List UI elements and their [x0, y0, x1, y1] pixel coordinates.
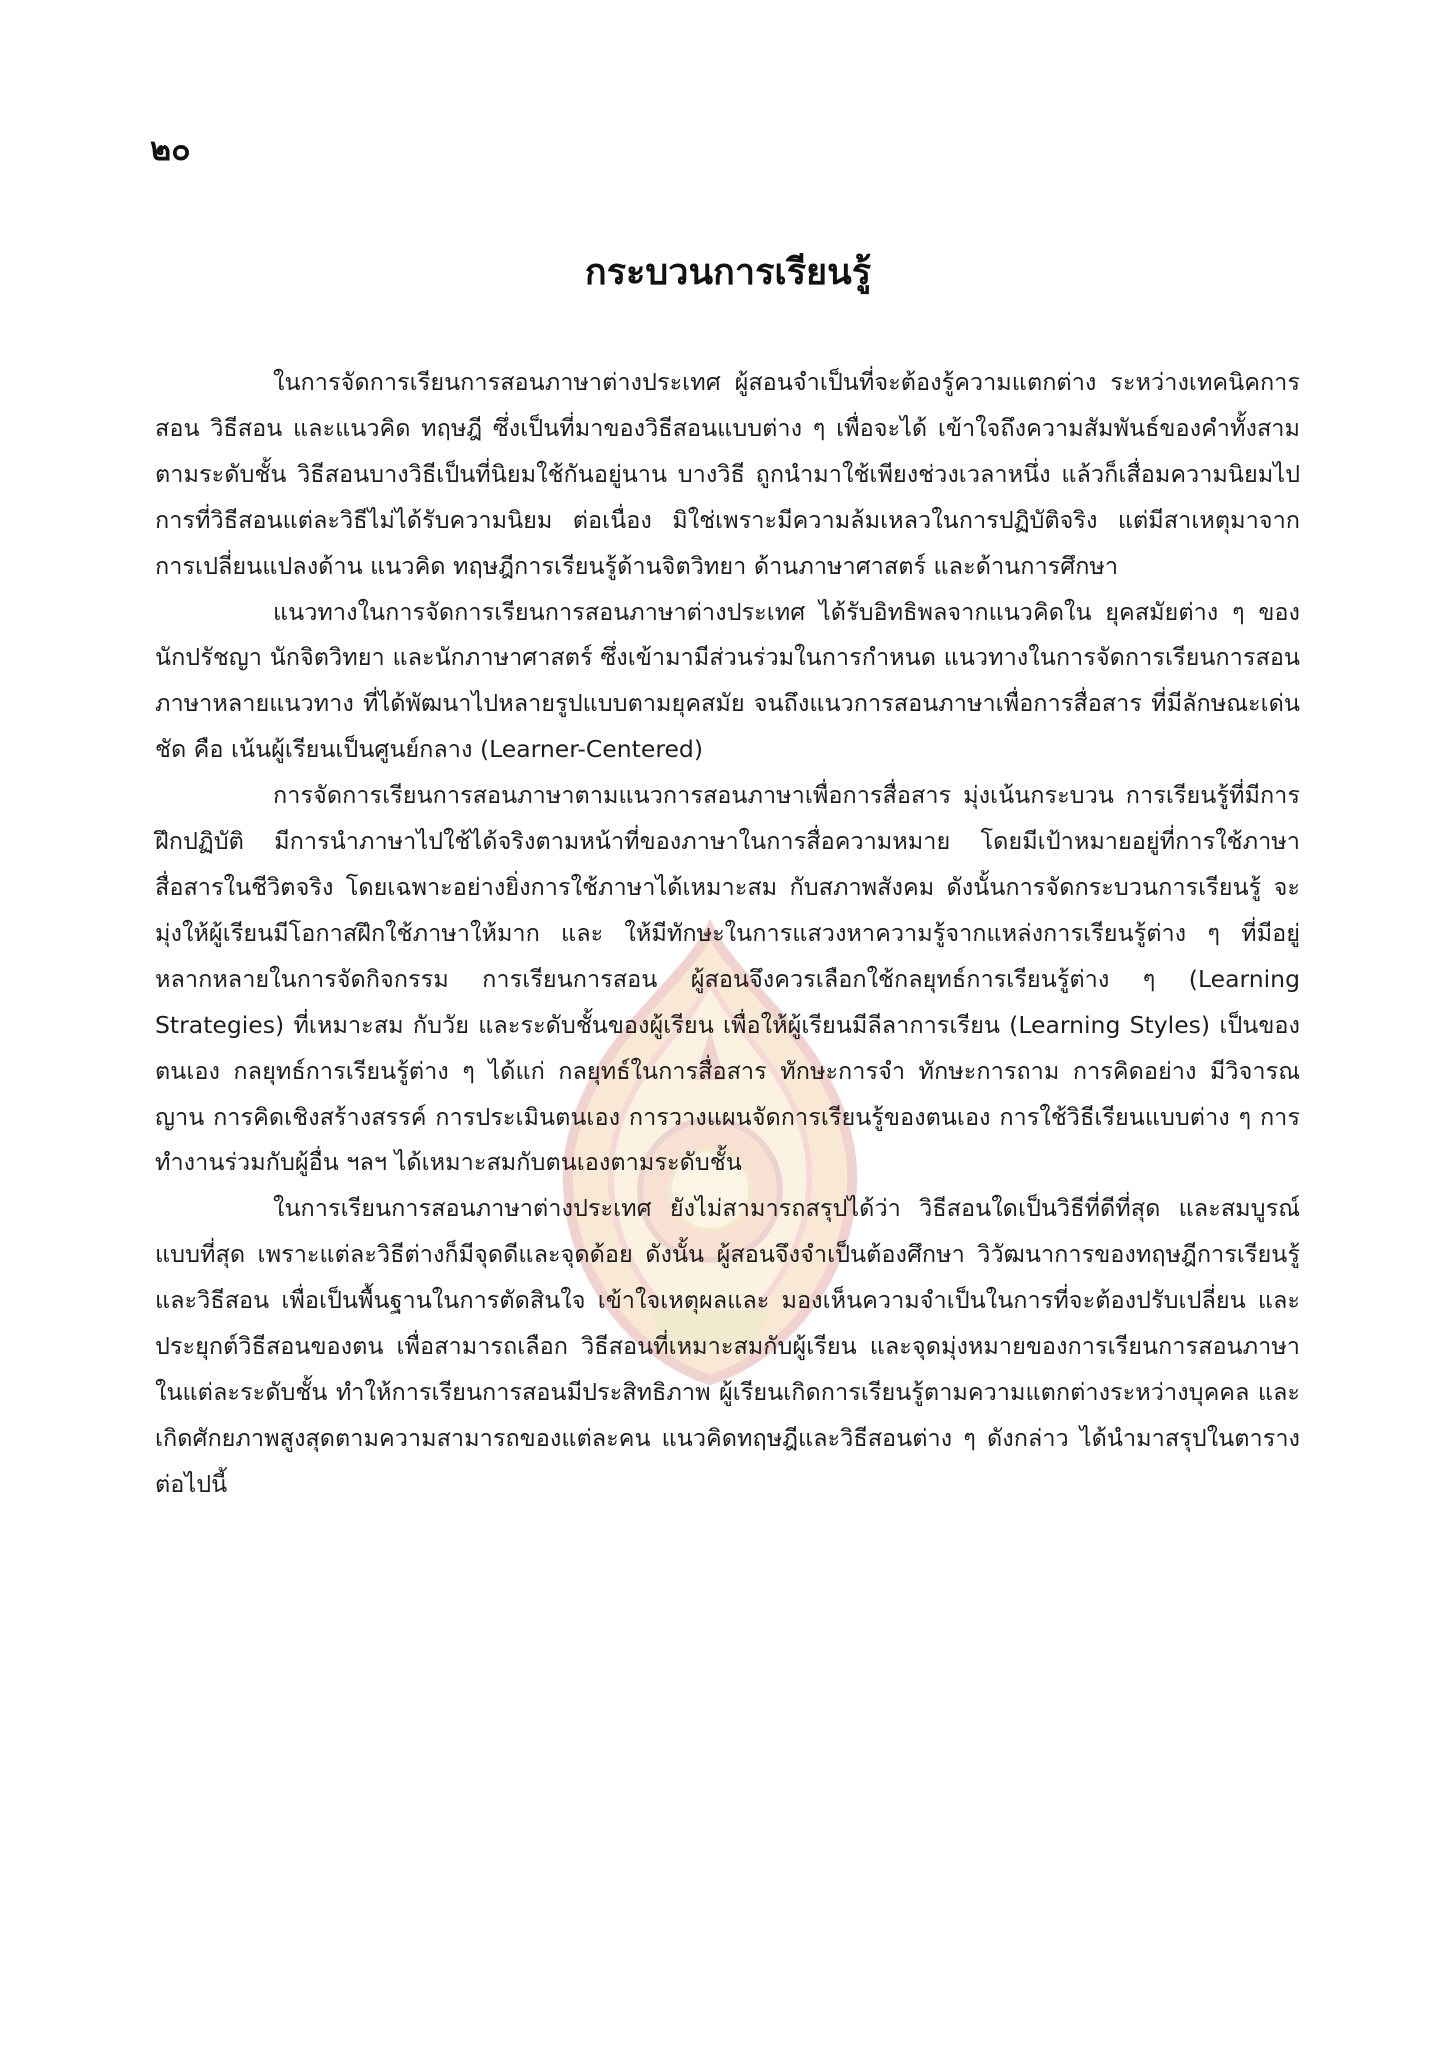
page-number: ๒๐ [150, 130, 191, 168]
paragraph-3: การจัดการเรียนการสอนภาษาตามแนวการสอนภาษาเพื่อการสื่อสาร มุ่งเน้นกระบวน การเรียนรู้ที่มีการฝึกปฏิบัติ มีการนำภาษาไปใช้ได้จริงตามหน้าที่ของภาษาในการสื่อความหมาย โดยมีเป้าหมายอยู่ที่การใช้ภาษาสื่อสารในชีวิตจริง โดยเฉพาะอย่างยิ่งการใช้ภาษาได้เหมาะสม กับสภาพสังคม ดังนั้นการจัดกระบวนการเรียนรู้ จะมุ่งให้ผู้เรียนมีโอกาสฝึกใช้ภาษาให้มาก และ ให้มีทักษะในการแสวงหาความรู้จากแหล่งการเรียนรู้ต่าง ๆ ที่มีอยู่หลากหลายในการจัดกิจกรรม การเรียนการสอน ผู้สอนจึงควรเลือกใช้กลยุทธ์การเรียนรู้ต่าง ๆ (Learning Strategies) ที่เหมาะสม กับวัย และระดับชั้นของผู้เรียน เพื่อให้ผู้เรียนมีลีลาการเรียน (Learning Styles) เป็นของตนเอง กลยุทธ์การเรียนรู้ต่าง ๆ ได้แก่ กลยุทธ์ในการสื่อสาร ทักษะการจำ ทักษะการถาม การคิดอย่าง มีวิจารณญาน การคิดเชิงสร้างสรรค์ การประเมินตนเอง การวางแผนจัดการเรียนรู้ของตนเอง การใช้วิธีเรียนแบบต่าง ๆ การทำงานร่วมกับผู้อื่น ฯลฯ ได้เหมาะสมกับตนเองตามระดับชั้น [155, 781, 1300, 1177]
body-text [155, 360, 1300, 2000]
page-title: กระบวนการเรียนรู้ [584, 252, 872, 293]
paragraph-2: แนวทางในการจัดการเรียนการสอนภาษาต่างประเทศ ได้รับอิทธิพลจากแนวคิดใน ยุคสมัยต่าง ๆ ของนักปรัชญา นักจิตวิทยา และนักภาษาศาสตร์ ซึ่งเข้ามามีส่วนร่วมในการกำหนด แนวทางในการจัดการเรียนการสอนภาษาหลายแนวทาง ที่ได้พัฒนาไปหลายรูปแบบตามยุคสมัย จนถึงแนวการสอนภาษาเพื่อการสื่อสาร ที่มีลักษณะเด่นชัด คือ เน้นผู้เรียนเป็นศูนย์กลาง (Learner-Centered) [155, 597, 1300, 764]
paragraph-1: ในการจัดการเรียนการสอนภาษาต่างประเทศ ผู้สอนจำเป็นที่จะต้องรู้ความแตกต่าง ระหว่างเทคนิคการสอน วิธีสอน และแนวคิด ทฤษฎี ซึ่งเป็นที่มาของวิธีสอนแบบต่าง ๆ เพื่อจะได้ เข้าใจถึงความสัมพันธ์ของคำทั้งสามตามระดับชั้น วิธีสอนบางวิธีเป็นที่นิยมใช้กันอยู่นาน บางวิธี ถูกนำมาใช้เพียงช่วงเวลาหนึ่ง แล้วก็เสื่อมความนิยมไป การที่วิธีสอนแต่ละวิธีไม่ได้รับความนิยม ต่อเนื่อง มิใช่เพราะมีความล้มเหลวในการปฏิบัติจริง แต่มีสาเหตุมาจากการเปลี่ยนแปลงด้าน แนวคิด ทฤษฎีการเรียนรู้ด้านจิตวิทยา ด้านภาษาศาสตร์ และด้านการศึกษา [155, 368, 1300, 580]
paragraph-4: ในการเรียนการสอนภาษาต่างประเทศ ยังไม่สามารถสรุปได้ว่า วิธีสอนใดเป็นวิธีที่ดีที่สุด และสมบูรณ์แบบที่สุด เพราะแต่ละวิธีต่างก็มีจุดดีและจุดด้อย ดังนั้น ผู้สอนจึงจำเป็นต้องศึกษา วิวัฒนาการของทฤษฎีการเรียนรู้ และวิธีสอน เพื่อเป็นพื้นฐานในการตัดสินใจ เข้าใจเหตุผลและ มองเห็นความจำเป็นในการที่จะต้องปรับเปลี่ยน และประยุกต์วิธีสอนของตน เพื่อสามารถเลือก วิธีสอนที่เหมาะสมกับผู้เรียน และจุดมุ่งหมายของการเรียนการสอนภาษาในแต่ละระดับชั้น ทำให้การเรียนการสอนมีประสิทธิภาพ ผู้เรียนเกิดการเรียนรู้ตามความแตกต่างระหว่างบุคคล และเกิดศักยภาพสูงสุดตามความสามารถของแต่ละคน แนวคิดทฤษฎีและวิธีสอนต่าง ๆ ดังกล่าว ได้นำมาสรุปในตารางต่อไปนี้ [155, 1194, 1300, 1498]
